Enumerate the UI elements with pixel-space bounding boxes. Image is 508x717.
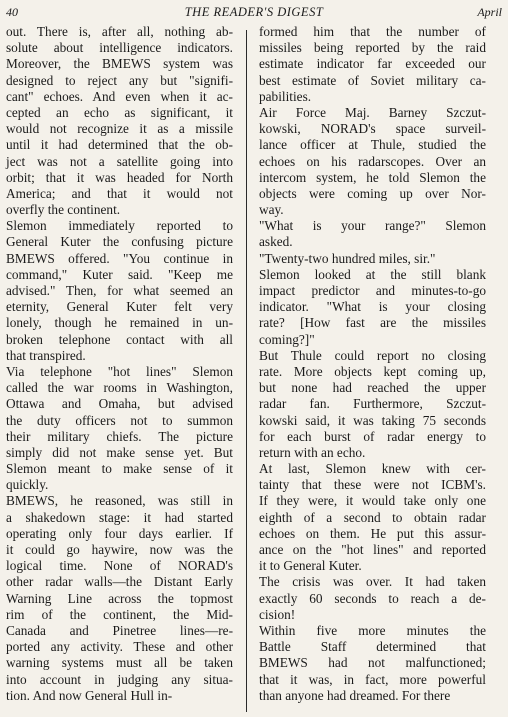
text-line: formed him that the number of [259,24,486,39]
text-line: Battle Staff determined that [259,639,486,655]
text-line: Within five more minutes the [259,622,486,638]
text-line: If they were, it would take only one [259,493,486,509]
text-line: eternity, General Kuter felt very [6,299,233,315]
text-line: Slemon looked at the still blank [259,266,486,282]
text-line: rate. More objects kept coming up, [259,363,486,379]
text-line: rate? [How fast are the missiles [259,315,486,331]
text-line: that it was, in fact, more powerful [259,671,486,687]
text-line: that transpired. [6,347,86,363]
text-line: missiles being reported by the raid [259,40,486,56]
text-line: BMEWS, he reasoned, was still in [6,493,233,509]
text-line: intercom system, he told Slemon the [259,169,486,185]
text-line: a shakedown stage: it had started [6,509,233,525]
text-line: it to General Kuter. [259,558,362,574]
text-line: called the war rooms in Washington, [6,380,233,396]
text-line: BMEWS had not malfunctioned; [259,655,486,671]
text-line: ance on the "hot lines" and reported [259,542,486,557]
text-line: would not recognize it as a missile [6,121,233,137]
text-line: return with an echo. [259,444,366,460]
text-line: way. [259,202,284,218]
text-line: cant" echoes. And even when it ac- [6,88,233,104]
text-line: pabilities. [259,88,312,104]
text-line: objects were coming up over Nor- [259,185,486,201]
text-line: But Thule could report no closing [259,347,486,363]
text-line: lance officer at Thule, studied the [259,137,486,153]
text-line: until it had determined that the ob- [6,137,233,153]
text-line: Moreover, the BMEWS system was [6,56,233,72]
text-line: command," Kuter said. "Keep me [6,266,233,282]
text-line: coming?]" [259,331,315,347]
page-header [6,3,502,23]
text-line: overfly the continent. [6,202,121,218]
text-line: rim of the continent, the Mid- [6,606,233,622]
text-line: tainty that these were not ICBM's. [259,477,486,493]
text-line: Ottawa and Omaha, but advised [6,396,233,412]
column-divider [246,30,247,712]
text-line: impact predictor and minutes-to-go [259,283,486,298]
text-line: echoes on them. He put this assur- [259,525,486,541]
text-line: Slemon meant to make sense of it [6,461,233,477]
text-line: Warning Line across the topmost [6,590,233,606]
text-line: than anyone had dreamed. For there [259,687,451,703]
left-column [6,24,233,714]
text-line: kowski said, it was taking 75 seconds [259,412,486,428]
text-line: lonely, though he remained in un- [6,315,233,331]
text-line: other radar walls—the Distant Early [6,574,233,590]
text-line: logical time. None of NORAD's [6,558,233,574]
text-line: solute about intelligence indicators. [6,40,233,56]
text-line: estimate indicator far exceeded our [259,56,486,72]
text-line: asked. [259,234,293,250]
text-line: quickly. [6,477,49,493]
text-line: eighth of a second to obtain radar [259,509,486,525]
text-line: Air Force Maj. Barney Szczut- [259,104,486,120]
text-line: The crisis was over. It had taken [259,574,486,590]
text-line: Via telephone "hot lines" Slemon [6,363,233,379]
text-line: tion. And now General Hull in- [6,687,173,703]
text-line: it could go haywire, now was the [6,542,233,557]
text-line: General Kuter the confusing picture [6,234,233,250]
text-line: cepted an echo as significant, it [6,104,233,120]
text-line: broken telephone contact with all [6,331,233,347]
text-line: indicator. "What is your closing [259,299,486,315]
text-line: Slemon immediately reported to [6,218,233,234]
right-column [259,24,486,714]
text-line: designed to reject any but "signifi- [6,72,233,88]
text-line: their military chiefs. The picture [6,428,233,444]
text-line: At last, Slemon knew with cer- [259,461,486,477]
text-line: "Twenty-two hundred miles, sir." [259,250,436,266]
text-line: out. There is, after all, nothing ab- [6,24,233,39]
text-line: exactly 60 seconds to reach a de- [259,590,486,606]
text-line: America; and that it would not [6,185,233,201]
page-number: 40 [6,5,18,19]
text-line: ject was not a satellite going into [6,153,233,169]
text-line: simply did not make sense yet. But [6,444,233,460]
text-line: advised." Then, for what seemed an [6,283,233,298]
text-line: warning systems must all be taken [6,655,233,671]
text-line: radar fan. Furthermore, Szczut- [259,396,486,412]
text-line: cision! [259,606,296,622]
issue-month: April [477,5,502,19]
text-line: operating only four days earlier. If [6,525,233,541]
text-line: BMEWS offered. "You continue in [6,250,233,266]
text-line: kowski, NORAD's space surveil- [259,121,486,137]
text-line: echoes on his radarscopes. Over an [259,153,486,169]
text-line: ported any activity. These and other [6,639,233,655]
text-line: Canada and Pinetree lines—re- [6,622,233,638]
text-line: but none had reached the upper [259,380,486,396]
text-line: the duty officers not to summon [6,412,233,428]
text-line: into account in judging any situa- [6,671,233,687]
text-line: for each burst of radar energy to [259,428,486,444]
text-line: best estimate of Soviet military ca- [259,72,486,88]
text-line: orbit; that it was headed for North [6,169,233,185]
text-line: "What is your range?" Slemon [259,218,486,234]
magazine-title: THE READER'S DIGEST [184,5,324,19]
